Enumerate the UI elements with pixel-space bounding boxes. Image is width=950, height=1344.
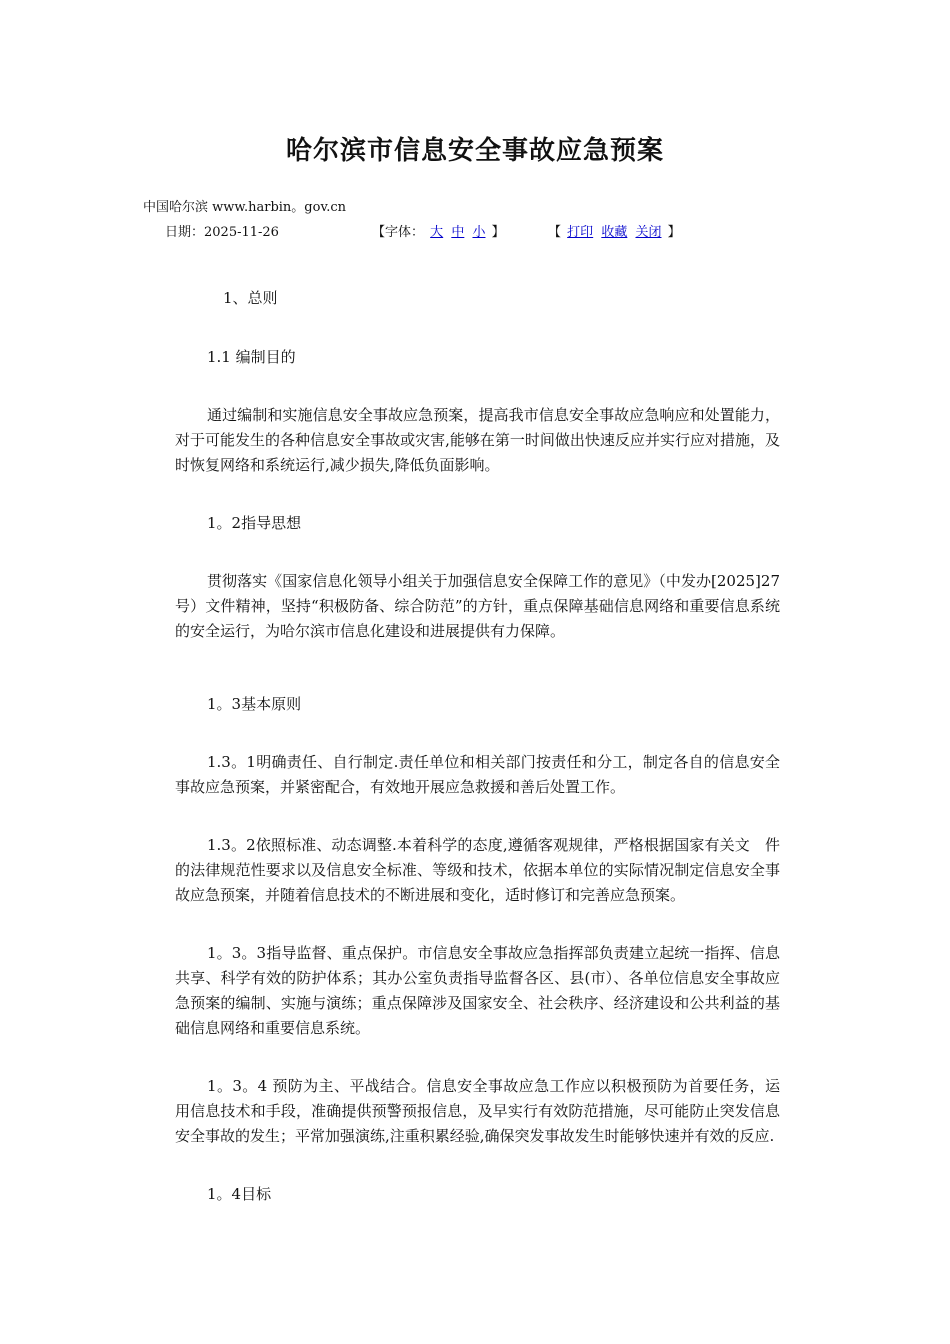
paragraph: 1。3。3指导监督、重点保护。市信息安全事故应急指挥部负责建立起统一指挥、信息共享、科学有效的防护体系；其办公室负责指导监督各区、县(市）、各单位信息安全事故应急预案的编制、实施与演练；重点保障涉及国家安全、社会秩序、经济建设和公共利益的基础信息网络和重要信息系统。 (175, 944, 780, 1037)
subsection-heading: 1。4目标 (207, 1185, 272, 1203)
font-size-controls (372, 221, 505, 240)
page-title: 哈尔滨市信息安全事故应急预案 (285, 136, 664, 166)
paragraph: 1.3。2依照标准、动态调整.本着科学的态度,遵循客观规律，严格根据国家有关文 件的法律规范性要求以及信息安全标准、等级和技术，依据本单位的实际情况制定信息安全事故应急预案，并随着信息技术的不断进展和变化，适时修订和完善应急预案。 (175, 836, 780, 904)
font-controls-open-bracket: 【字体： (372, 225, 425, 240)
subsection-heading: 1。2指导思想 (207, 514, 302, 532)
paragraph: 通过编制和实施信息安全事故应急预案，提高我市信息安全事故应急响应和处置能力，对于可能发生的各种信息安全事故或灾害,能够在第一时间做出快速反应并实行应对措施，及时恢复网络和系统运行,减少损失,降低负面影响。 (175, 406, 780, 474)
paragraph: 1。3。4 预防为主、平战结合。信息安全事故应急工作应以积极预防为首要任务，运用信息技术和手段，准确提供预警预报信息，及早实行有效防范措施，尽可能防止突发信息安全事故的发生；平常加强演练,注重积累经验,确保突发事故发生时能够快速并有效的反应. (175, 1077, 780, 1145)
font-small-link[interactable]: 小 (472, 225, 486, 240)
close-link[interactable]: 关闭 (635, 225, 662, 240)
font-large-link[interactable]: 大 (430, 225, 444, 240)
actions-close-bracket: 】 (667, 225, 681, 240)
paragraph: 1.3。1明确责任、自行制定.责任单位和相关部门按责任和分工，制定各自的信息安全事故应急预案，并紧密配合，有效地开展应急救援和善后处置工作。 (175, 753, 780, 796)
font-controls-close-bracket: 】 (491, 225, 505, 240)
subsection-heading: 1。3基本原则 (207, 695, 302, 713)
publish-date: 日期：2025-11-26 (165, 225, 279, 240)
favorite-link[interactable]: 收藏 (601, 225, 628, 240)
actions-open-bracket: 【 (548, 225, 562, 240)
article-body (175, 286, 780, 1240)
print-link[interactable]: 打印 (567, 225, 594, 240)
source-line: 中国哈尔滨 www.harbin。gov.cn (143, 200, 347, 215)
page-actions (548, 221, 681, 240)
section-heading: 1、总则 (223, 289, 278, 307)
font-medium-link[interactable]: 中 (451, 225, 465, 240)
paragraph: 贯彻落实《国家信息化领导小组关于加强信息安全保障工作的意见》（中发办[2025]27号）文件精神，坚持“积极防备、综合防范”的方针，重点保障基础信息网络和重要信息系统的安全运行，为哈尔滨市信息化建设和进展提供有力保障。 (175, 572, 780, 640)
subsection-heading: 1.1 编制目的 (207, 348, 296, 366)
